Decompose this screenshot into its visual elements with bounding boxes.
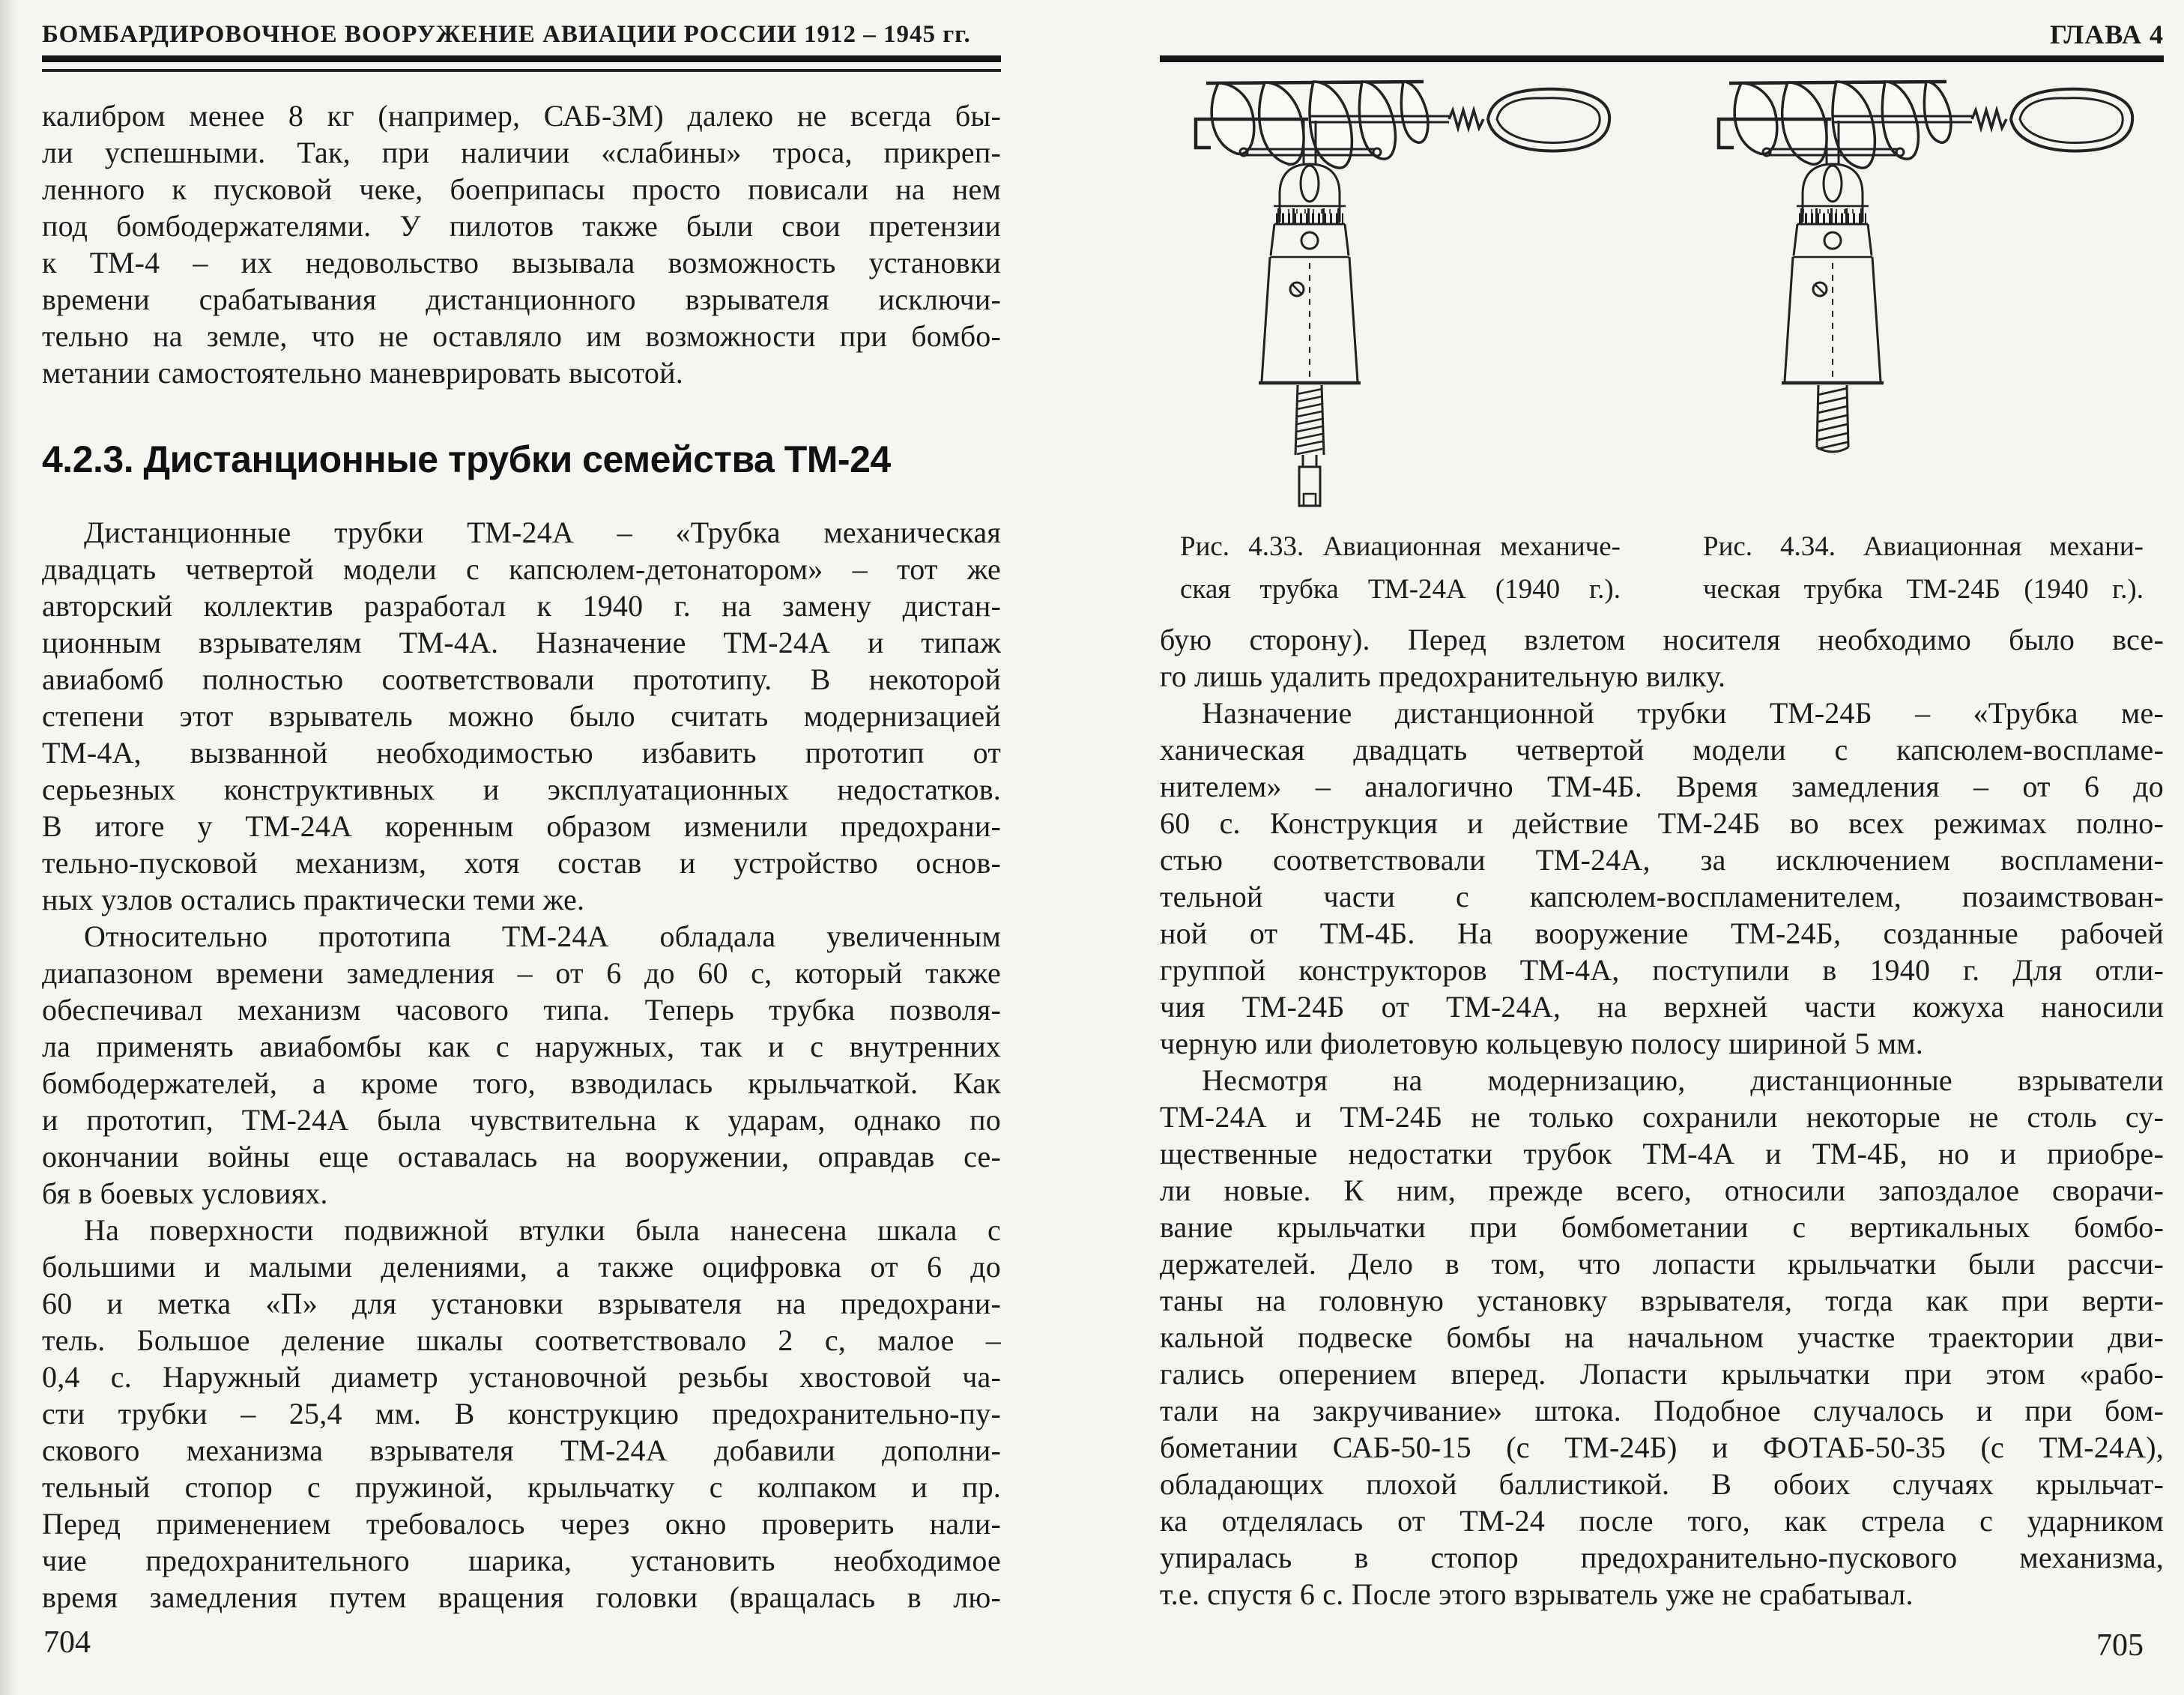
- fuze-drawing-tm-24a: [1160, 74, 1641, 521]
- caption-line: Рис. 4.34. Авиационная механи-: [1703, 531, 2144, 562]
- text-line: нителем» – аналогично ТМ-4Б. Время замедления – от 6 до: [1160, 770, 2164, 803]
- inspection-window: [1301, 166, 1319, 202]
- text-line: тель. Большое деление шкалы соответствовало 2 с, малое –: [42, 1323, 1001, 1357]
- upper-skirt: [1270, 224, 1349, 257]
- paragraph: [1160, 695, 2164, 1062]
- text-line: таны на головную установку взрывателя, тогда как при верти-: [1160, 1284, 2164, 1317]
- text-line: Дистанционные трубки ТМ-24А – «Трубка механическая: [84, 516, 1001, 549]
- text-line: ла применять авиабомбы как с наружных, так и с внутренних: [42, 1030, 1001, 1063]
- text-line: к ТМ-4 – их недовольство вызывала возможность установки: [42, 246, 1001, 280]
- text-line: авиабомб полностью соответствовали прототипу. В некоторой: [42, 662, 1001, 696]
- text-line: ка отделялась от ТМ-24 после того, как стрела с ударником: [1160, 1504, 2164, 1538]
- figure-4-33-caption: [1180, 525, 1621, 611]
- text-line: В итоге у ТМ-24А коренным образом изменили предохрани-: [42, 809, 1001, 843]
- safety-fork-loop: [1488, 89, 1609, 151]
- text-line: чия ТМ-24Б от ТМ-24А, на верхней части кожуха наносили: [1160, 990, 2164, 1024]
- text-line: 0,4 с. Наружный диаметр установочной резьбы хвостовой ча-: [42, 1360, 1001, 1394]
- paragraph: [1160, 621, 2164, 695]
- caption-line: ческая трубка ТМ-24Б (1940 г.).: [1703, 574, 2144, 605]
- text-line: под бомбодержателями. У пилотов также были свои претензии: [42, 209, 1001, 243]
- text-line: окончании войны еще оставалась на вооружении, оправдав се-: [42, 1140, 1001, 1173]
- side-hole: [1301, 232, 1318, 249]
- text-line: 60 с. Конструкция и действие ТМ-24Б во всех режимах полно-: [1160, 806, 2164, 840]
- section-heading: 4.2.3. Дистанционные трубки семейства ТМ-24: [42, 438, 891, 480]
- figure-4-33: [1160, 74, 1641, 611]
- text-line: бометании САБ-50-15 (с ТМ-24Б) и ФОТАБ-50-35 (с ТМ-24А),: [1160, 1430, 2164, 1464]
- paragraph: [42, 918, 1001, 1212]
- text-line: Относительно прототипа ТМ-24А обладала увеличенным: [84, 919, 1001, 953]
- text-line: стью соответствовали ТМ-24А, за исключением воспламени-: [1160, 843, 2164, 877]
- text-line: обеспечивал механизм часового типа. Теперь трубка позволя-: [42, 993, 1001, 1027]
- left-running-head: БОМБАРДИРОВОЧНОЕ ВООРУЖЕНИЕ АВИАЦИИ РОССИИ 1912 – 1945 гг.: [42, 21, 971, 48]
- text-line: На поверхности подвижной втулки была нанесена шкала с: [84, 1213, 1001, 1247]
- upper-skirt: [1793, 224, 1872, 257]
- figure-4-34: [1683, 74, 2164, 611]
- cross-pin: [1240, 148, 1381, 156]
- text-line: тельной части с капсюлем-воспламенителем, позаимствован-: [1160, 880, 2164, 913]
- text-line: ли новые. К ним, прежде всего, относили запоздалое сворачи-: [1160, 1173, 2164, 1207]
- text-line: времени срабатывания дистанционного взрывателя исключи-: [42, 282, 1001, 316]
- text-line: ли успешными. Так, при наличии «слабины» троса, прикреп-: [42, 136, 1001, 169]
- left-header-rule-thick: [42, 55, 1001, 62]
- left-page: [42, 19, 1001, 1616]
- right-running-head: ГЛАВА 4: [2049, 19, 2164, 49]
- text-line: т.е. спустя 6 с. После этого взрыватель уже не срабатывал.: [1160, 1577, 1914, 1611]
- text-line: вание крыльчатки при бомбометании с вертикальных бомбо-: [1160, 1210, 2164, 1244]
- side-hole: [1824, 232, 1841, 249]
- spring: [1972, 110, 2006, 128]
- text-line: скового механизма взрывателя ТМ-24А добавили дополни-: [42, 1433, 1001, 1467]
- text-line: тали на закручивание» штока. Подобное случалось и при бом-: [1160, 1394, 2164, 1427]
- text-line: диапазоном времени замедления – от 6 до 60 с, который также: [42, 956, 1001, 990]
- threaded-tail: [1817, 385, 1848, 452]
- text-line: степени этот взрыватель можно было считать модернизацией: [42, 699, 1001, 733]
- text-line: тельный стопор с пружиной, крыльчатку с колпаком и пр.: [42, 1470, 1001, 1504]
- text-line: Назначение дистанционной трубки ТМ-24Б – «Трубка ме-: [1202, 696, 2164, 730]
- text-line: черную или фиолетовую кольцевую полосу шириной 5 мм.: [1160, 1027, 1923, 1060]
- text-line: гались оперением вперед. Лопасти крыльчатки при этом «рабо-: [1160, 1357, 2164, 1391]
- figure-4-34-caption: [1703, 525, 2144, 611]
- cross-pin: [1763, 148, 1904, 156]
- text-line: большими и малыми делениями, а также оцифровка от 6 до: [42, 1250, 1001, 1284]
- left-page-text: [42, 97, 1001, 1616]
- page-number-705: 705: [2096, 1628, 2144, 1663]
- right-page-text: [1160, 621, 2164, 1613]
- left-header-rule-thin: [42, 69, 1001, 72]
- page-number-704: 704: [43, 1625, 91, 1660]
- right-page: [1160, 19, 2164, 1613]
- detonator-cup: [1299, 455, 1320, 506]
- conical-housing: [1259, 257, 1361, 383]
- safety-fork-loop: [2011, 89, 2132, 151]
- text-line: ленного к пусковой чеке, боеприпасы просто повисали на нем: [42, 172, 1001, 206]
- text-line: двадцать четвертой модели с капсюлем-детонатором» – тот же: [42, 552, 1001, 586]
- text-line: бомбодержателей, а кроме того, взводилась крыльчаткой. Как: [42, 1066, 1001, 1100]
- book-edge-shadow: [0, 0, 19, 1695]
- text-line: авторский коллектив разработал к 1940 г. на замену дистан-: [42, 589, 1001, 623]
- text-line: ханическая двадцать четвертой модели с капсюлем-воспламе-: [1160, 733, 2164, 767]
- text-line: Несмотря на модернизацию, дистанционные взрыватели: [1202, 1063, 2164, 1097]
- fuze-drawing-tm-24b: [1683, 74, 2164, 521]
- text-line: держателей. Дело в том, что лопасти крыльчатки были рассчи-: [1160, 1247, 2164, 1281]
- text-line: тельно-пусковой механизм, хотя состав и устройство основ-: [42, 846, 1001, 880]
- text-line: тельно на земле, что не оставляло им возможности при бомбо-: [42, 319, 1001, 353]
- paragraph: [1160, 1062, 2164, 1613]
- text-line: обладающих плохой баллистикой. В обоих случаях крыльчат-: [1160, 1467, 2164, 1501]
- caption-line: ская трубка ТМ-24А (1940 г.).: [1180, 574, 1621, 605]
- paragraph: [42, 1212, 1001, 1616]
- text-line: ных узлов остались практически теми же.: [42, 883, 585, 916]
- figures-row: [1160, 74, 2164, 611]
- text-line: и прототип, ТМ-24А была чувствительна к ударам, однако по: [42, 1103, 1001, 1137]
- text-line: ционным взрывателям ТМ-4А. Назначение ТМ-24А и типаж: [42, 626, 1001, 659]
- paragraph: [42, 97, 1001, 391]
- text-line: Перед применением требовалось через окно проверить нали-: [42, 1507, 1001, 1541]
- spring: [1449, 110, 1483, 128]
- threaded-tail: [1295, 385, 1324, 455]
- paragraph: [42, 514, 1001, 918]
- conical-housing: [1782, 257, 1884, 383]
- text-line: ТМ-24А и ТМ-24Б не только сохранили некоторые не столь су-: [1160, 1100, 2164, 1134]
- text-line: сти трубки – 25,4 мм. В конструкцию предохранительно-пу-: [42, 1397, 1001, 1430]
- inspection-window: [1824, 166, 1842, 202]
- text-line: 60 и метка «П» для установки взрывателя на предохрани-: [42, 1287, 1001, 1320]
- text-line: группой конструкторов ТМ-4А, поступили в 1940 г. Для отли-: [1160, 953, 2164, 987]
- text-line: ной от ТМ-4Б. На вооружение ТМ-24Б, созданные рабочей: [1160, 916, 2164, 950]
- right-header-rule: [1160, 55, 2164, 62]
- text-line: время замедления путем вращения головки (вращалась в лю-: [42, 1580, 1001, 1614]
- text-line: чие предохранительного шарика, установить необходимое: [42, 1544, 1001, 1577]
- scale-sleeve: [1797, 164, 1869, 224]
- text-line: бя в боевых условиях.: [42, 1176, 328, 1210]
- text-line: щественные недостатки трубок ТМ-4А и ТМ-4Б, но и приобре-: [1160, 1137, 2164, 1170]
- scale-sleeve: [1274, 164, 1346, 224]
- text-line: кальной подвеске бомбы на начальном участке траектории дви-: [1160, 1320, 2164, 1354]
- text-line: ТМ-4А, вызванной необходимостью избавить прототип от: [42, 736, 1001, 770]
- text-line: метании самостоятельно маневрировать высотой.: [42, 356, 683, 390]
- text-line: упиралась в стопор предохранительно-пускового механизма,: [1160, 1541, 2164, 1574]
- text-line: серьезных конструктивных и эксплуатационных недостатков.: [42, 773, 1001, 806]
- text-line: го лишь удалить предохранительную вилку.: [1160, 659, 1726, 693]
- text-line: калибром менее 8 кг (например, САБ-3М) далеко не всегда бы-: [42, 99, 1001, 133]
- text-line: бую сторону). Перед взлетом носителя необходимо было все-: [1160, 623, 2164, 656]
- caption-line: Рис. 4.33. Авиационная механиче-: [1180, 531, 1621, 562]
